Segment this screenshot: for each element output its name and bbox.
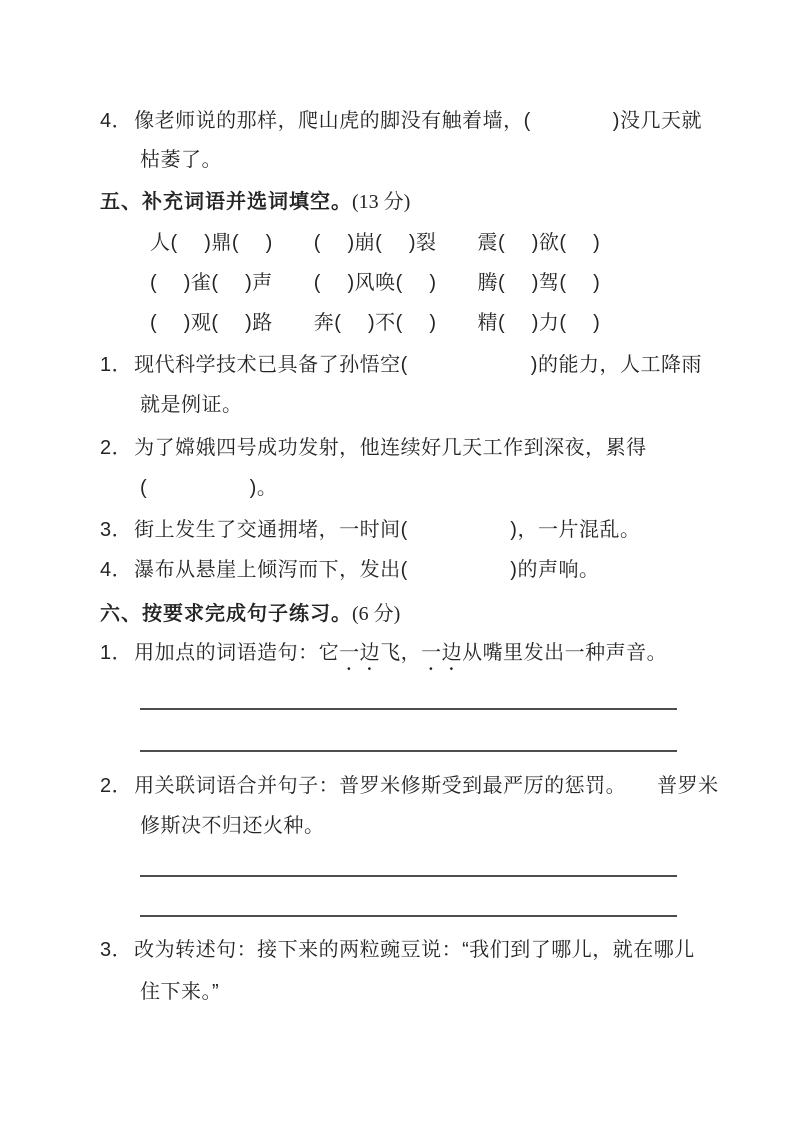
question-number: 1． <box>100 642 133 664</box>
question-text: 像老师说的那样，爬山虎的脚没有触着墙，( )没几天就 <box>134 110 702 132</box>
answer-blank-line <box>140 708 677 710</box>
question-number: 4． <box>100 110 133 132</box>
answer-blank-line <box>140 915 677 917</box>
question-text: 用加点的词语造句：它 <box>134 642 340 664</box>
question-4-line-1 <box>100 101 702 141</box>
idiom-row-2: ( )雀( )声 ( )风唤( ) 腾( )驾( ) <box>150 272 601 294</box>
s6-question-3-line-2: 住下来。” <box>140 981 220 1003</box>
question-number: 2． <box>100 775 133 797</box>
idiom-row-3: ( )观( )路 奔( )不( ) 精( )力( ) <box>150 312 601 334</box>
question-text: 街上发生了交通拥堵，一时间( )，一片混乱。 <box>134 519 641 541</box>
s6-question-2-line-2: 修斯决不归还火种。 <box>140 815 325 837</box>
s5-question-1-line-1 <box>100 345 702 385</box>
s5-question-1-line-2: 就是例证。 <box>140 394 243 416</box>
question-number: 2． <box>100 437 133 459</box>
question-number: 3． <box>100 939 133 961</box>
section-6-score: (6 分) <box>352 603 401 625</box>
s6-question-3-line-1 <box>100 930 695 970</box>
question-number: 1． <box>100 354 133 376</box>
question-text: 瀑布从悬崖上倾泻而下，发出( )的声响。 <box>134 559 600 581</box>
s5-question-2-line-2: ( )。 <box>140 477 278 499</box>
emphasized-word: 一边 <box>339 642 381 664</box>
answer-blank-line <box>140 750 677 752</box>
section-6-heading <box>100 594 400 634</box>
s5-question-3-line-1 <box>100 510 640 550</box>
emphasized-word: 一边 <box>421 642 463 664</box>
question-text: 改为转述句：接下来的两粒豌豆说：“我们到了哪儿，就在哪儿 <box>134 939 695 961</box>
question-text: 用关联词语合并句子：普罗米修斯受到最严厉的惩罚。 普罗米 <box>134 775 719 797</box>
s6-question-2-line-1 <box>100 766 719 806</box>
question-text: 现代科学技术已具备了孙悟空( )的能力，人工降雨 <box>134 354 702 376</box>
answer-blank-line <box>140 875 677 877</box>
s6-question-1-line-1 <box>100 633 667 673</box>
section-5-score: (13 分) <box>352 191 411 213</box>
question-number: 3． <box>100 519 133 541</box>
section-6-title: 六、按要求完成句子练习。 <box>100 603 352 625</box>
section-5-title: 五、补充词语并选词填空。 <box>100 191 352 213</box>
question-text: 从嘴里发出一种声音。 <box>462 642 668 664</box>
s5-question-4-line-1 <box>100 550 599 590</box>
s5-question-2-line-1 <box>100 428 647 468</box>
question-number: 4． <box>100 559 133 581</box>
question-4-line-2: 枯萎了。 <box>140 149 222 171</box>
section-5-heading <box>100 182 410 222</box>
question-text: 为了嫦娥四号成功发射，他连续好几天工作到深夜，累得 <box>134 437 647 459</box>
idiom-row-1: 人( )鼎( ) ( )崩( )裂 震( )欲( ) <box>150 232 601 254</box>
question-text: 飞， <box>380 642 422 664</box>
